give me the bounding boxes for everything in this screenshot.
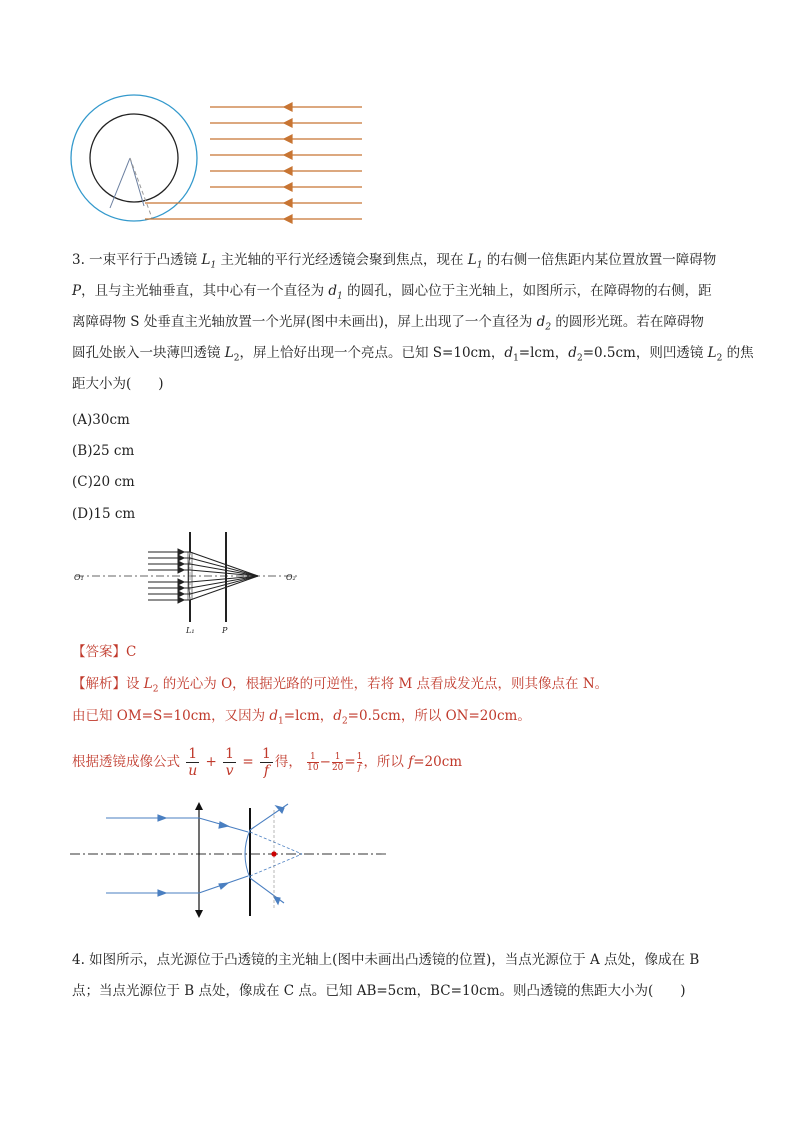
fraction-denominator: f [263,763,269,779]
q3-text: 距大小为( ) [72,376,164,392]
analysis-text: 1 [278,716,284,727]
q3-text: 的右侧一倍焦距内某位置放置一障碍物 [482,252,717,268]
q3-text: =lcm， [518,345,569,361]
fraction-1-over-f [357,752,363,773]
fraction-1-over-10 [307,752,318,773]
analysis-text: =0.5cm，所以 ON=20cm。 [347,708,531,724]
analysis-text: d [269,708,279,724]
q3-text: 的焦 [722,345,754,361]
fraction-denominator: v [225,763,234,779]
q3-text: d [504,345,514,361]
fraction-numerator: 1 [332,752,343,763]
analysis-text: d [333,708,342,724]
fraction-numerator: 1 [356,752,363,762]
q3-text: 2 [545,322,552,333]
fraction-denominator: f [357,763,362,773]
fraction-numerator: 1 [188,746,198,762]
q3-text: 的圆形光斑。若在障碍物 [551,314,704,330]
analysis-line-1 [72,674,608,700]
q3-text: P [72,283,82,299]
fraction-numerator: 1 [225,746,235,762]
fraction-denominator: 20 [331,763,344,773]
question-3 [72,250,754,403]
formula-1-over-f [260,746,273,779]
concave-lens-figure [68,800,398,925]
q3-text: 1 [476,260,483,271]
answer-value: C [126,644,137,660]
label-o1: O₁ [74,573,84,582]
q3-text: =0.5cm，则凹透镜 [582,345,708,361]
question-4-line-1: 4. 如图所示，点光源位于凸透镜的主光轴上(图中未画出凸透镜的位置)，当点光源位于 A 点处，像成在 B [72,952,700,968]
fraction-denominator: 10 [307,763,319,773]
label-p: P [222,626,228,635]
analysis-line-3 [72,742,462,786]
formula-operator: + [205,754,217,770]
label-l1: L₁ [186,626,195,635]
analysis-text: 由已知 OM=S=10cm，又因为 [72,708,270,724]
answer [72,642,136,662]
fraction-denominator: u [188,763,198,779]
q3-text: 离障碍物 S 处垂直主光轴放置一个光屏(图中未画出)，屏上出现了一个直径为 [72,314,537,330]
q3-text: 3. 一束平行于凸透镜 [72,252,202,268]
option-a: (A)30cm [72,412,130,428]
analysis-text: ，所以 [363,754,409,770]
fraction-1-over-20 [332,752,343,773]
q3-text: L [467,252,477,268]
q3-text: 2 [233,353,240,364]
option-c: (C)20 cm [72,474,135,490]
formula-operator: − [319,754,331,770]
q3-text: d [568,345,577,361]
q3-text: 圆孔处嵌入一块薄凹透镜 [72,345,225,361]
analysis-label: 【解析】 [72,676,126,692]
q3-text: ，且与主光轴垂直，其中心有一个直径为 [81,283,329,299]
q3-text: 2 [716,353,723,364]
analysis-text: 得， [274,754,302,770]
analysis-text: 2 [152,684,159,695]
q3-text: L [707,345,717,361]
analysis-text: 的光心为 O，根据光路的可逆性，若将 M 点看成发光点，则其像点在 N。 [158,676,609,692]
q3-text: d [536,314,546,330]
label-o2: O₂ [286,573,296,582]
q3-text: d [328,283,338,299]
q3-text: 1 [337,291,343,302]
q3-text: L [224,345,234,361]
fraction-numerator: 1 [307,752,318,763]
question-4-line-2: 点；当点光源位于 B 点处，像成在 C 点。已知 AB=5cm，BC=10cm。则凸透镜的焦距大小为( ) [72,983,686,999]
analysis-text: 根据透镜成像公式 [72,754,180,770]
q3-text: 1 [513,353,519,364]
option-b: (B)25 cm [72,443,135,459]
answer-label: 【答案】 [72,644,126,660]
analysis-text: f [408,754,414,770]
fraction-numerator: 1 [261,746,271,762]
formula-operator: = [242,754,254,770]
analysis-text: =lcm， [283,708,334,724]
analysis-text: 2 [341,716,348,727]
lens-obstacle-figure [68,530,308,640]
formula-operator: = [344,754,356,770]
analysis-text: =20cm [413,754,463,770]
q3-text: 2 [576,353,583,364]
q3-text: L [201,252,211,268]
formula-1-over-v [223,746,236,779]
analysis-line-2 [72,706,531,732]
q3-text: 的圆孔，圆心位于主光轴上，如图所示，在障碍物的右侧，距 [342,283,712,299]
analysis-text: L [143,676,153,692]
formula-1-over-u [186,746,199,779]
q3-text: ，屏上恰好出现一个亮点。已知 S=10cm， [239,345,505,361]
analysis-text: 设 [126,676,144,692]
option-d: (D)15 cm [72,506,136,522]
circle-rays-figure [60,90,380,230]
q3-text: 1 [210,260,217,271]
q3-text: 主光轴的平行光经透镜会聚到焦点，现在 [216,252,468,268]
